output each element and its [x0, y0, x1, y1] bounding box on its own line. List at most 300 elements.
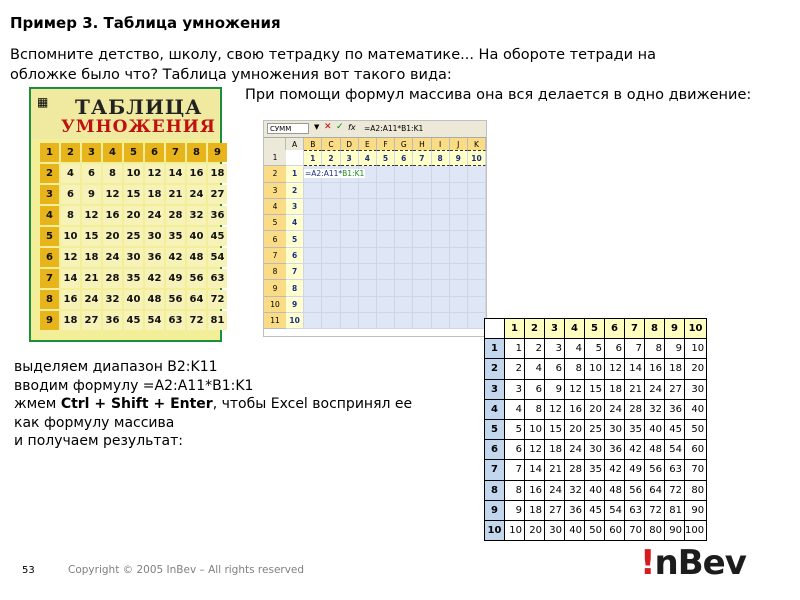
- excel-cell: [413, 166, 431, 182]
- poster-cell: 14: [166, 164, 185, 183]
- excel-cell: [395, 248, 413, 264]
- result-cell: 10: [585, 359, 605, 379]
- excel-cell: [413, 280, 431, 296]
- intro-line-1: Вспомните детство, школу, свою тетрадку по математике... На обороте тетради на: [10, 47, 657, 63]
- result-cell: 6: [505, 440, 525, 460]
- poster-title-word1: ТАБЛИЦА: [75, 95, 203, 119]
- result-cell: 60: [605, 520, 625, 540]
- poster-cell: 16: [103, 206, 122, 225]
- result-cell: 80: [685, 480, 707, 500]
- excel-cell: [432, 248, 450, 264]
- excel-cell: [413, 248, 431, 264]
- poster-cell: 72: [208, 290, 227, 309]
- result-cell: 24: [605, 399, 625, 419]
- poster-cell: 6: [82, 164, 101, 183]
- poster-cell: 12: [61, 248, 80, 267]
- result-cell: 30: [685, 379, 707, 399]
- poster-header-cell: 7: [166, 143, 185, 162]
- excel-rows: [264, 150, 486, 329]
- poster-cell: 49: [166, 269, 185, 288]
- formula-hint-text: При помощи формул массива она вся делается в одно движение:: [245, 87, 752, 103]
- poster-cell: 72: [187, 311, 206, 330]
- excel-row-header: 10: [264, 297, 286, 313]
- excel-cell: [377, 248, 395, 264]
- result-cell: 28: [565, 460, 585, 480]
- excel-cell: [304, 280, 322, 296]
- poster-grid: [40, 143, 227, 330]
- poster-header-cell: 2: [61, 143, 80, 162]
- poster-cell: 7: [40, 269, 59, 288]
- result-cell: 9: [505, 500, 525, 520]
- excel-cell: [450, 199, 468, 215]
- excel-cell: [304, 248, 322, 264]
- excel-cell: 1: [304, 150, 322, 166]
- excel-cell: [341, 280, 359, 296]
- result-row: [485, 359, 707, 379]
- poster-cell: 36: [208, 206, 227, 225]
- result-cell: 24: [545, 480, 565, 500]
- step-1: выделяем диапазон B2:K11: [14, 359, 218, 375]
- confirm-check-icon: ✓: [336, 122, 344, 132]
- poster-cell: 28: [166, 206, 185, 225]
- excel-cell: [395, 280, 413, 296]
- excel-cell: [304, 183, 322, 199]
- poster-cell: 21: [166, 185, 185, 204]
- result-cell: 6: [605, 339, 625, 359]
- result-cell: 36: [665, 399, 685, 419]
- excel-cell: [377, 183, 395, 199]
- excel-column-header: E: [359, 138, 377, 150]
- result-cell: 36: [565, 500, 585, 520]
- poster-header-cell: 6: [145, 143, 164, 162]
- result-cell: 8: [505, 480, 525, 500]
- excel-cell: [395, 231, 413, 247]
- result-cell: 50: [685, 419, 707, 439]
- excel-cell: [322, 215, 340, 231]
- result-cell: 12: [525, 440, 545, 460]
- poster-header-cell: 1: [40, 143, 59, 162]
- result-row-header: 1: [485, 339, 505, 359]
- excel-cell: [304, 297, 322, 313]
- result-cell: 90: [665, 520, 685, 540]
- result-cell: 18: [525, 500, 545, 520]
- result-cell: 56: [645, 460, 665, 480]
- excel-cell: 3: [341, 150, 359, 166]
- result-cell: 21: [625, 379, 645, 399]
- poster-cell: 10: [61, 227, 80, 246]
- excel-cell: [413, 215, 431, 231]
- excel-cell: 8: [432, 150, 450, 166]
- poster-cell: 8: [40, 290, 59, 309]
- excel-cell: [304, 264, 322, 280]
- formula-part-range-a: =A2:A11*: [305, 169, 343, 178]
- poster-cell: 64: [187, 290, 206, 309]
- excel-row-header: 2: [264, 166, 286, 182]
- excel-cell: [395, 183, 413, 199]
- excel-cell: [395, 297, 413, 313]
- excel-cell: [395, 166, 413, 182]
- result-cell: 5: [585, 339, 605, 359]
- result-row-header: 8: [485, 480, 505, 500]
- result-cell: 4: [525, 359, 545, 379]
- excel-cell: [304, 215, 322, 231]
- excel-cell: [377, 280, 395, 296]
- result-cell: 32: [645, 399, 665, 419]
- poster-cell: 30: [124, 248, 143, 267]
- result-cell: 15: [585, 379, 605, 399]
- result-corner-cell: [485, 319, 505, 339]
- excel-row-header: 3: [264, 183, 286, 199]
- excel-cell: 9: [450, 150, 468, 166]
- excel-cell: 7: [413, 150, 431, 166]
- poster-cell: 48: [187, 248, 206, 267]
- result-cell: 48: [605, 480, 625, 500]
- result-column-header: 7: [625, 319, 645, 339]
- excel-cell: [468, 297, 486, 313]
- result-row-header: 4: [485, 399, 505, 419]
- formula-part-range-b: B1:K1: [342, 169, 365, 178]
- poster-cell: 56: [166, 290, 185, 309]
- step-5: и получаем результат:: [14, 433, 184, 449]
- excel-cell: 5: [377, 150, 395, 166]
- chevron-down-icon: ▼: [314, 123, 320, 131]
- poster-cell: 24: [103, 248, 122, 267]
- excel-row-header: 7: [264, 248, 286, 264]
- copyright-text: Copyright © 2005 InBev – All rights reserved: [68, 564, 305, 576]
- toy-cubes-icon: ▦: [37, 95, 49, 109]
- poster-header-cell: 9: [208, 143, 227, 162]
- poster-cell: 12: [145, 164, 164, 183]
- excel-column-headers: [264, 138, 486, 150]
- slide-title: Пример 3. Таблица умножения: [10, 14, 281, 32]
- poster-cell: 18: [61, 311, 80, 330]
- excel-corner-cell: [264, 138, 286, 150]
- result-column-header: 6: [605, 319, 625, 339]
- result-cell: 48: [645, 440, 665, 460]
- result-cell: 70: [685, 460, 707, 480]
- result-cell: 63: [625, 500, 645, 520]
- multiplication-poster-image: [29, 87, 225, 342]
- excel-cell: [413, 313, 431, 329]
- excel-cell: 6: [395, 150, 413, 166]
- result-row: [485, 500, 707, 520]
- excel-row-header: 11: [264, 313, 286, 329]
- result-cell: 40: [565, 520, 585, 540]
- excel-cell: [341, 313, 359, 329]
- excel-cell: [377, 231, 395, 247]
- result-cell: 9: [665, 339, 685, 359]
- excel-cell: [322, 183, 340, 199]
- excel-cell: [395, 215, 413, 231]
- poster-cell: 48: [145, 290, 164, 309]
- excel-cell: [450, 313, 468, 329]
- result-cell: 60: [685, 440, 707, 460]
- result-cell: 50: [585, 520, 605, 540]
- result-cell: 8: [565, 359, 585, 379]
- excel-cell: 2: [286, 183, 304, 199]
- result-cell: 10: [685, 339, 707, 359]
- excel-cell: [468, 166, 486, 182]
- excel-cell: [432, 166, 450, 182]
- result-cell: 72: [645, 500, 665, 520]
- poster-cell: 9: [82, 185, 101, 204]
- excel-cell: [413, 183, 431, 199]
- result-row: [485, 339, 707, 359]
- excel-cell: 6: [286, 248, 304, 264]
- excel-cell: [377, 313, 395, 329]
- result-cell: 64: [645, 480, 665, 500]
- result-cell: 45: [585, 500, 605, 520]
- excel-cell: [377, 199, 395, 215]
- poster-cell: 30: [145, 227, 164, 246]
- page-number: 53: [22, 565, 35, 576]
- excel-column-header: H: [413, 138, 431, 150]
- logo-mark: !: [640, 543, 655, 583]
- poster-cell: 56: [187, 269, 206, 288]
- excel-cell: [450, 280, 468, 296]
- excel-cell: [450, 183, 468, 199]
- excel-row-header: 6: [264, 231, 286, 247]
- result-column-header: 3: [545, 319, 565, 339]
- excel-cell: [359, 313, 377, 329]
- poster-cell: 5: [40, 227, 59, 246]
- result-cell: 40: [645, 419, 665, 439]
- result-cell: 80: [645, 520, 665, 540]
- result-cell: 16: [645, 359, 665, 379]
- excel-column-header: D: [341, 138, 359, 150]
- excel-cell: [322, 264, 340, 280]
- excel-cell: [322, 280, 340, 296]
- result-cell: 72: [665, 480, 685, 500]
- result-cell: 1: [505, 339, 525, 359]
- poster-cell: 4: [40, 206, 59, 225]
- excel-cell: 10: [468, 150, 486, 166]
- result-cell: 49: [625, 460, 645, 480]
- excel-row: [264, 248, 486, 264]
- result-cell: 16: [565, 399, 585, 419]
- poster-cell: 16: [187, 164, 206, 183]
- poster-cell: 42: [166, 248, 185, 267]
- excel-row: [264, 183, 486, 199]
- result-cell: 40: [585, 480, 605, 500]
- excel-cell: [304, 313, 322, 329]
- excel-cell: [432, 183, 450, 199]
- excel-cell: [450, 248, 468, 264]
- poster-cell: 28: [103, 269, 122, 288]
- result-cell: 30: [545, 520, 565, 540]
- excel-cell: [450, 231, 468, 247]
- poster-cell: 36: [145, 248, 164, 267]
- poster-cell: 40: [124, 290, 143, 309]
- result-row: [485, 419, 707, 439]
- result-cell: 42: [625, 440, 645, 460]
- excel-cell: [341, 199, 359, 215]
- result-row-header: 9: [485, 500, 505, 520]
- excel-cell: [322, 297, 340, 313]
- result-cell: 20: [585, 399, 605, 419]
- poster-header-cell: 3: [82, 143, 101, 162]
- result-cell: 4: [505, 399, 525, 419]
- excel-cell: [432, 199, 450, 215]
- poster-cell: 6: [40, 248, 59, 267]
- poster-title-word2: УМНОЖЕНИЯ: [61, 117, 216, 137]
- poster-cell: 54: [145, 311, 164, 330]
- poster-cell: 24: [187, 185, 206, 204]
- poster-cell: 3: [40, 185, 59, 204]
- result-row-header: 3: [485, 379, 505, 399]
- excel-cell: [377, 215, 395, 231]
- result-cell: 14: [625, 359, 645, 379]
- result-cell: 81: [665, 500, 685, 520]
- excel-cell: [413, 297, 431, 313]
- excel-cell: [468, 231, 486, 247]
- result-cell: 54: [605, 500, 625, 520]
- excel-cell: [468, 215, 486, 231]
- step-3-prefix: жмем: [14, 396, 61, 412]
- excel-cell: [413, 231, 431, 247]
- result-cell: 25: [585, 419, 605, 439]
- excel-row-header: 8: [264, 264, 286, 280]
- result-row: [485, 379, 707, 399]
- result-cell: 6: [525, 379, 545, 399]
- excel-cell: [377, 166, 395, 182]
- poster-header-cell: 8: [187, 143, 206, 162]
- excel-cell: [395, 199, 413, 215]
- result-column-header: 5: [585, 319, 605, 339]
- excel-cell: [359, 215, 377, 231]
- excel-cell: 9: [286, 297, 304, 313]
- logo-text: nBev: [654, 543, 746, 583]
- poster-cell: 35: [166, 227, 185, 246]
- result-column-header: 1: [505, 319, 525, 339]
- result-cell: 21: [545, 460, 565, 480]
- excel-cell: 3: [286, 199, 304, 215]
- result-cell: 35: [625, 419, 645, 439]
- result-cell: 20: [525, 520, 545, 540]
- result-cell: 35: [585, 460, 605, 480]
- result-cell: 27: [545, 500, 565, 520]
- excel-cell: [395, 264, 413, 280]
- excel-cell: [468, 280, 486, 296]
- result-row: [485, 480, 707, 500]
- result-row-header: 7: [485, 460, 505, 480]
- poster-cell: 63: [166, 311, 185, 330]
- poster-cell: 18: [82, 248, 101, 267]
- poster-cell: 9: [40, 311, 59, 330]
- excel-row-header: 4: [264, 199, 286, 215]
- excel-cell: [450, 264, 468, 280]
- result-cell: 10: [525, 419, 545, 439]
- step-4: как формулу массива: [14, 414, 175, 431]
- result-cell: 16: [525, 480, 545, 500]
- result-cell: 20: [685, 359, 707, 379]
- excel-row: [264, 215, 486, 231]
- poster-cell: 15: [124, 185, 143, 204]
- excel-cell: 4: [286, 215, 304, 231]
- excel-name-box: СУММ: [267, 123, 309, 134]
- excel-screenshot: [263, 120, 487, 337]
- excel-cell: [304, 199, 322, 215]
- excel-cell: [450, 166, 468, 182]
- excel-row-header: 5: [264, 215, 286, 231]
- result-cell: 18: [605, 379, 625, 399]
- result-cell: 5: [505, 419, 525, 439]
- excel-cell: [341, 215, 359, 231]
- result-cell: 8: [525, 399, 545, 419]
- excel-column-header: I: [432, 138, 450, 150]
- poster-cell: 20: [103, 227, 122, 246]
- result-cell: 63: [665, 460, 685, 480]
- excel-cell: [432, 264, 450, 280]
- result-row-header: 10: [485, 520, 505, 540]
- result-row: [485, 440, 707, 460]
- result-cell: 32: [565, 480, 585, 500]
- result-cell: 40: [685, 399, 707, 419]
- excel-row: [264, 166, 486, 182]
- excel-cell: [468, 264, 486, 280]
- excel-column-header: C: [322, 138, 340, 150]
- excel-cell: [359, 199, 377, 215]
- result-cell: 14: [525, 460, 545, 480]
- excel-cell: [341, 297, 359, 313]
- excel-cell: [359, 248, 377, 264]
- excel-cell: [359, 231, 377, 247]
- poster-header: [31, 89, 220, 139]
- poster-cell: 24: [145, 206, 164, 225]
- excel-cell: 8: [286, 280, 304, 296]
- excel-cell: [341, 264, 359, 280]
- poster-cell: 8: [103, 164, 122, 183]
- excel-cell: [304, 231, 322, 247]
- excel-editing-cell: [304, 169, 365, 178]
- result-cell: 27: [665, 379, 685, 399]
- excel-cell: [322, 248, 340, 264]
- result-column-header: 9: [665, 319, 685, 339]
- poster-cell: 4: [61, 164, 80, 183]
- excel-row: [264, 280, 486, 296]
- result-row: [485, 460, 707, 480]
- fx-icon: fx: [348, 123, 356, 132]
- result-column-header: 8: [645, 319, 665, 339]
- result-cell: 56: [625, 480, 645, 500]
- result-cell: 18: [545, 440, 565, 460]
- excel-cell: [395, 313, 413, 329]
- result-cell: 7: [625, 339, 645, 359]
- excel-formula-bar-text: =A2:A11*B1:K1: [364, 124, 424, 133]
- poster-cell: 8: [61, 206, 80, 225]
- inbev-logo: [640, 543, 746, 583]
- excel-cell: [432, 231, 450, 247]
- excel-cell: [432, 215, 450, 231]
- poster-cell: 27: [208, 185, 227, 204]
- poster-cell: 12: [103, 185, 122, 204]
- excel-cell: [468, 199, 486, 215]
- excel-column-header: J: [450, 138, 468, 150]
- excel-cell: [341, 248, 359, 264]
- poster-cell: 21: [82, 269, 101, 288]
- poster-header-cell: 4: [103, 143, 122, 162]
- excel-column-header: G: [395, 138, 413, 150]
- poster-cell: 45: [208, 227, 227, 246]
- excel-cell: [322, 313, 340, 329]
- excel-row-header: 1: [264, 150, 286, 166]
- intro-line-2: обложке было что? Таблица умножения вот такого вида:: [10, 67, 452, 83]
- result-row-header: 2: [485, 359, 505, 379]
- excel-column-header: A: [286, 138, 304, 150]
- excel-cell: 5: [286, 231, 304, 247]
- result-cell: 45: [665, 419, 685, 439]
- excel-cell: [432, 297, 450, 313]
